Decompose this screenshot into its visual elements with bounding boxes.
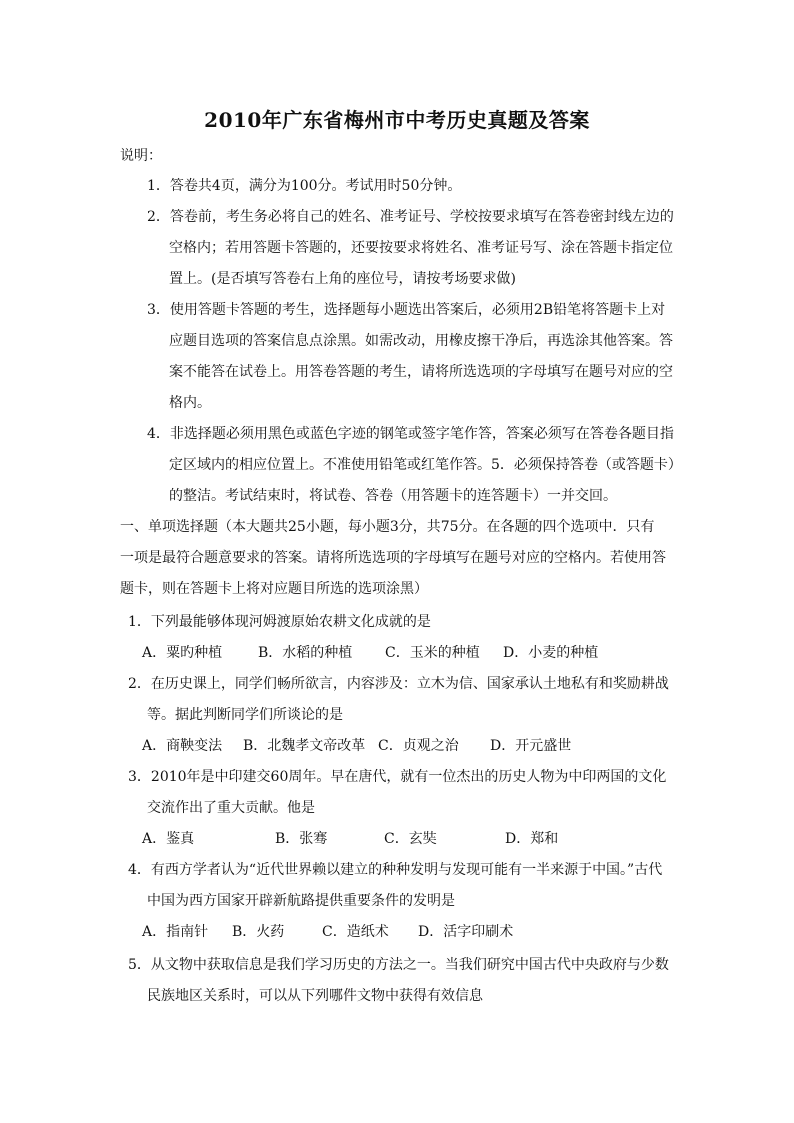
- instruction-3-line-1: 3．使用答题卡答题的考生，选择题每小题选出答案后，必须用2B铅笔将答题卡上对: [147, 302, 666, 318]
- question-5-line-2: 民族地区关系时，可以从下列哪件文物中获得有效信息: [147, 988, 483, 1004]
- page-title: 2010年广东省梅州市中考历史真题及答案: [204, 108, 590, 132]
- question-4-option-a: A．指南针: [142, 924, 209, 940]
- question-2-option-a: A．商鞅变法: [142, 738, 223, 754]
- question-4-option-d: D．活字印刷术: [418, 924, 514, 940]
- question-1-text: 1．下列最能够体现河姆渡原始农耕文化成就的是: [128, 614, 431, 630]
- instruction-2-line-3: 置上。(是否填写答卷右上角的座位号，请按考场要求做): [169, 271, 516, 287]
- question-2-line-2: 等。据此判断同学们所谈论的是: [147, 707, 343, 723]
- question-3-option-b: B．张骞: [275, 831, 328, 847]
- question-2-line-1: 2．在历史课上，同学们畅所欲言，内容涉及：立木为信、国家承认土地私有和奖励耕战: [128, 676, 669, 692]
- question-3-option-d: D．郑和: [505, 831, 559, 847]
- question-3-line-2: 交流作出了重大贡献。他是: [147, 800, 315, 816]
- question-4-line-1: 4．有西方学者认为“近代世界赖以建立的种种发明与发现可能有一半来源于中国。”古代: [128, 862, 663, 878]
- question-4-line-2: 中国为西方国家开辟新航路提供重要条件的发明是: [147, 893, 455, 909]
- section-1-line-2: 一项是最符合题意要求的答案。请将所选选项的字母填写在题号对应的空格内。若使用答: [120, 550, 666, 566]
- instruction-2-line-1: 2．答卷前，考生务必将自己的姓名、准考证号、学校按要求填写在答卷密封线左边的: [147, 209, 674, 225]
- question-1-option-b: B．水稻的种植: [258, 645, 353, 661]
- instruction-3-line-3: 案不能答在试卷上。用答卷答题的考生，请将所选选项的字母填写在题号对应的空: [169, 364, 673, 380]
- question-2-option-b: B．北魏孝文帝改革: [243, 738, 366, 754]
- question-4-option-c: C．造纸术: [322, 924, 389, 940]
- question-2-option-c: C．贞观之治: [378, 738, 459, 754]
- instruction-4-line-1: 4．非选择题必须用黑色或蓝色字迹的钢笔或签字笔作答，答案必须写在答卷各题目指: [147, 426, 674, 442]
- question-5-line-1: 5．从文物中获取信息是我们学习历史的方法之一。当我们研究中国古代中央政府与少数: [128, 957, 669, 973]
- question-2-option-d: D．开元盛世: [490, 738, 572, 754]
- question-3-option-a: A．鉴真: [142, 831, 195, 847]
- question-3-line-1: 3．2010年是中印建交60周年。早在唐代，就有一位杰出的历史人物为中印两国的文化: [128, 769, 667, 785]
- instruction-3-line-2: 应题目选项的答案信息点涂黑。如需改动，用橡皮擦干净后，再选涂其他答案。答: [169, 333, 673, 349]
- section-1-line-1: 一、单项选择题（本大题共25小题，每小题3分，共75分。在各题的四个选项中．只有: [120, 519, 655, 535]
- question-1-option-a: A．粟旳种植: [142, 645, 223, 661]
- instructions-heading: 说明：: [120, 148, 162, 164]
- question-4-option-b: B．火药: [232, 924, 285, 940]
- question-3-option-c: C．玄奘: [384, 831, 437, 847]
- section-1-line-3: 题卡，则在答题卡上将对应题目所选的选项涂黑）: [120, 581, 428, 597]
- question-1-option-d: D．小麦的种植: [503, 645, 599, 661]
- instruction-4-line-2: 定区域内的相应位置上。不准使用铅笔或红笔作答。5．必须保持答卷（或答题卡）: [169, 457, 682, 473]
- question-1-option-c: C．玉米的种植: [385, 645, 480, 661]
- instruction-1-line-1: 1．答卷共4页，满分为100分。考试用时50分钟。: [147, 178, 462, 194]
- instruction-4-line-3: 的整洁。考试结束时，将试卷、答卷（用答题卡的连答题卡）一并交回。: [169, 488, 617, 504]
- instruction-3-line-4: 格内。: [169, 395, 211, 411]
- instruction-2-line-2: 空格内；若用答题卡答题的，还要按要求将姓名、准考证号写、涂在答题卡指定位: [169, 240, 673, 256]
